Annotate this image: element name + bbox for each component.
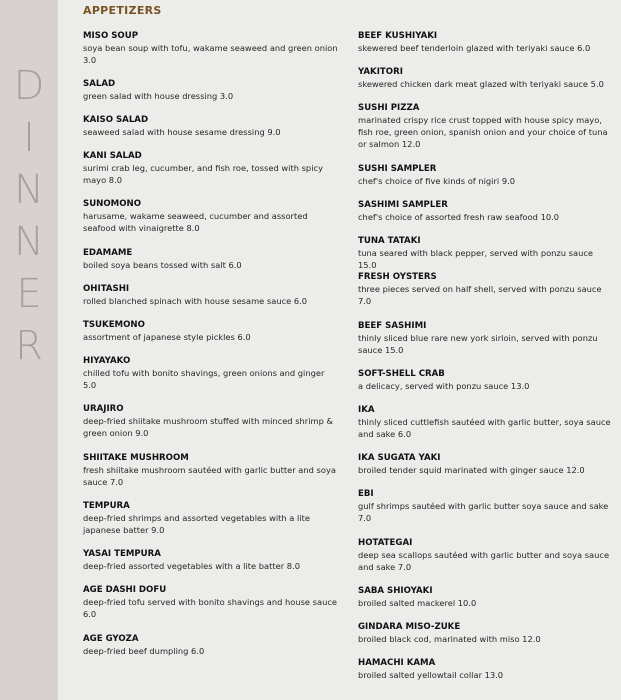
- menu-item: [358, 585, 614, 609]
- item-description: broiled tender squid marinated with ginger sauce 12.0: [358, 465, 585, 475]
- item-name: IKA SUGATA YAKI: [358, 453, 441, 463]
- item-name: IKA: [358, 405, 375, 415]
- menu-item: [358, 199, 614, 223]
- item-description: chilled tofu with bonito shavings, green onions and ginger 5.0: [83, 368, 325, 390]
- item-name: KAISO SALAD: [83, 115, 149, 125]
- item-name: FRESH OYSTERS: [358, 272, 437, 282]
- item-name: BEEF KUSHIYAKI: [358, 31, 438, 41]
- title-letter: I: [23, 115, 35, 161]
- menu-item: [83, 548, 339, 572]
- item-name: SUSHI SAMPLER: [358, 164, 437, 174]
- item-name: SOFT-SHELL CRAB: [358, 369, 445, 379]
- menu-item: [83, 584, 339, 620]
- menu-item: [358, 271, 614, 307]
- item-description: green salad with house dressing 3.0: [83, 91, 234, 101]
- item-name: OHITASHI: [83, 284, 130, 294]
- item-description: deep-fried assorted vegetables with a lite batter 8.0: [83, 561, 300, 571]
- title-letter: R: [15, 323, 43, 369]
- item-description: broiled salted mackerel 10.0: [358, 598, 477, 608]
- title-letter: D: [13, 63, 45, 109]
- item-name: TSUKEMONO: [83, 320, 145, 330]
- item-description: chef's choice of assorted fresh raw seafood 10.0: [358, 212, 560, 222]
- item-name: EBI: [358, 489, 374, 499]
- item-description: soya bean soup with tofu, wakame seaweed and green onion 3.0: [83, 43, 338, 65]
- menu-item: [358, 320, 614, 356]
- item-description: deep-fried shrimps and assorted vegetables with a lite japanese batter 9.0: [83, 513, 311, 535]
- title-letter: E: [16, 271, 42, 317]
- item-name: URAJIRO: [83, 404, 124, 414]
- menu-item: [83, 30, 339, 66]
- menu-item: [358, 621, 614, 645]
- section-heading: APPETIZERS: [83, 4, 162, 17]
- menu-item: [358, 163, 614, 187]
- menu-item: [83, 114, 339, 138]
- menu-item: [358, 537, 614, 573]
- menu-item: [83, 633, 339, 657]
- item-name: MISO SOUP: [83, 31, 139, 41]
- item-description: skewered chicken dark meat glazed with teriyaki sauce 5.0: [358, 79, 604, 89]
- item-name: BEEF SASHIMI: [358, 321, 427, 331]
- item-name: AGE GYOZA: [83, 634, 139, 644]
- item-description: deep sea scallops sautéed with garlic butter and soya sauce and sake 7.0: [358, 550, 610, 572]
- item-name: TEMPURA: [83, 501, 130, 511]
- item-description: deep-fried shiitake mushroom stuffed with minced shrimp & green onion 9.0: [83, 416, 333, 438]
- item-description: thinly sliced blue rare new york sirloin, served with ponzu sauce 15.0: [358, 333, 598, 355]
- item-name: GINDARA MISO-ZUKE: [358, 622, 461, 632]
- item-name: YAKITORI: [358, 67, 403, 77]
- menu-item: [358, 235, 614, 271]
- item-description: surimi crab leg, cucumber, and fish roe, tossed with spicy mayo 8.0: [83, 163, 323, 185]
- item-description: marinated crispy rice crust topped with house spicy mayo, fish roe, green onion, spanish onion and your choice of tuna or salmon 12.0: [358, 115, 608, 149]
- item-name: KANI SALAD: [83, 151, 142, 161]
- item-name: SHIITAKE MUSHROOM: [83, 453, 189, 463]
- item-name: SASHIMI SAMPLER: [358, 200, 448, 210]
- title-letter: N: [14, 219, 44, 265]
- item-name: SUSHI PIZZA: [358, 103, 420, 113]
- menu-item: [83, 150, 339, 186]
- item-name: EDAMAME: [83, 248, 133, 258]
- menu-item: [83, 500, 339, 536]
- item-description: gulf shrimps sautéed with garlic butter soya sauce and sake 7.0: [358, 501, 609, 523]
- item-description: deep-fried beef dumpling 6.0: [83, 646, 205, 656]
- item-name: SALAD: [83, 79, 116, 89]
- item-description: harusame, wakame seaweed, cucumber and assorted seafood with vinaigrette 8.0: [83, 211, 308, 233]
- menu-item: [83, 247, 339, 271]
- menu-item: [83, 355, 339, 391]
- item-name: HIYAYAKO: [83, 356, 131, 366]
- item-name: AGE DASHI DOFU: [83, 585, 167, 595]
- menu-item: [83, 198, 339, 234]
- menu-item: [83, 452, 339, 488]
- menu-item: [358, 452, 614, 476]
- item-description: seaweed salad with house sesame dressing 9.0: [83, 127, 281, 137]
- item-description: skewered beef tenderloin glazed with teriyaki sauce 6.0: [358, 43, 591, 53]
- item-description: broiled black cod, marinated with miso 12.0: [358, 634, 541, 644]
- menu-item: [83, 403, 339, 439]
- menu-item: [358, 368, 614, 392]
- menu-item: [358, 404, 614, 440]
- item-description: assortment of japanese style pickles 6.0: [83, 332, 251, 342]
- item-name: HAMACHI KAMA: [358, 658, 436, 668]
- item-description: broiled salted yellowtail collar 13.0: [358, 670, 504, 680]
- menu-item: [358, 657, 614, 681]
- item-name: SUNOMONO: [83, 199, 142, 209]
- item-name: YASAI TEMPURA: [83, 549, 161, 559]
- item-description: fresh shiitake mushroom sautéed with garlic butter and soya sauce 7.0: [83, 465, 336, 487]
- menu-item: [358, 30, 614, 54]
- menu-item: [358, 102, 614, 150]
- menu-item: [358, 488, 614, 524]
- menu-content: [58, 0, 621, 700]
- menu-item: [83, 319, 339, 343]
- item-name: SABA SHIOYAKI: [358, 586, 433, 596]
- item-name: TUNA TATAKI: [358, 236, 421, 246]
- title-letter: N: [14, 167, 44, 213]
- menu-item: [83, 283, 339, 307]
- menu-item: [83, 78, 339, 102]
- item-description: deep-fried tofu served with bonito shavings and house sauce 6.0: [83, 597, 337, 619]
- item-description: a delicacy, served with ponzu sauce 13.0: [358, 381, 530, 391]
- item-description: rolled blanched spinach with house sesame sauce 6.0: [83, 296, 308, 306]
- item-description: thinly sliced cuttlefish sautéed with garlic butter, soya sauce and sake 6.0: [358, 417, 611, 439]
- menu-item: [358, 66, 614, 90]
- item-description: tuna seared with black pepper, served with ponzu sauce 15.0: [358, 248, 594, 270]
- item-description: chef's choice of five kinds of nigiri 9.0: [358, 176, 516, 186]
- side-banner: [0, 0, 58, 700]
- item-description: boiled soya beans tossed with salt 6.0: [83, 260, 242, 270]
- dinner-vertical-title: [10, 60, 48, 372]
- item-name: HOTATEGAI: [358, 538, 413, 548]
- item-description: three pieces served on half shell, served with ponzu sauce 7.0: [358, 284, 602, 306]
